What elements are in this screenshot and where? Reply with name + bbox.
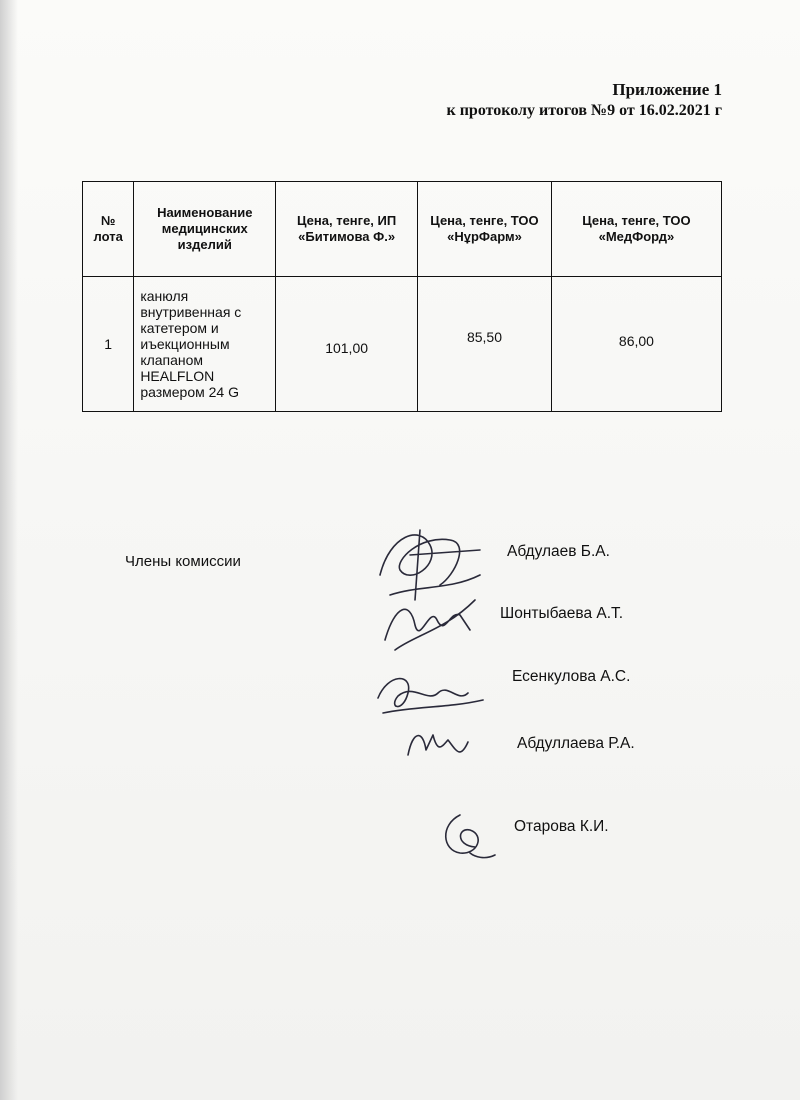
header-price-bitimova: Цена, тенге, ИП «Битимова Ф.»: [276, 182, 418, 277]
price-bitimova-cell: 101,00: [276, 277, 418, 412]
header-item-name: Наименование медицинских изделий: [134, 182, 276, 277]
commission-members-label: Члены комиссии: [125, 553, 241, 570]
item-name-cell: канюля внутривенная с катетером и иъекционным клапаном HEALFLON размером 24 G: [134, 277, 276, 412]
price-table: [82, 181, 722, 412]
lot-number-cell: 1: [83, 277, 134, 412]
member-name-1: Абдулаев Б.А.: [507, 543, 610, 560]
appendix-title: Приложение 1: [612, 80, 722, 99]
signature-3: [368, 668, 488, 723]
member-name-2: Шонтыбаева А.Т.: [500, 605, 624, 622]
table-header-row: [83, 182, 722, 277]
header-lot-number: № лота: [83, 182, 134, 277]
scan-shadow-edge: [0, 0, 18, 1100]
member-name-3: Есенкулова А.С.: [512, 668, 631, 685]
price-nurfarm-cell: 85,50: [418, 277, 552, 412]
protocol-reference: к протоколу итогов №9 от 16.02.2021 г: [446, 102, 722, 119]
member-name-4: Абдуллаева Р.А.: [517, 735, 635, 752]
table-row: [83, 277, 722, 412]
signature-5: [430, 805, 505, 865]
header-price-nurfarm: Цена, тенге, ТОО «НұрФарм»: [418, 182, 552, 277]
price-medford-cell: 86,00: [551, 277, 721, 412]
signature-2: [375, 585, 485, 660]
member-name-5: Отарова К.И.: [514, 818, 609, 835]
signature-4: [398, 720, 478, 770]
header-price-medford: Цена, тенге, ТОО «МедФорд»: [551, 182, 721, 277]
